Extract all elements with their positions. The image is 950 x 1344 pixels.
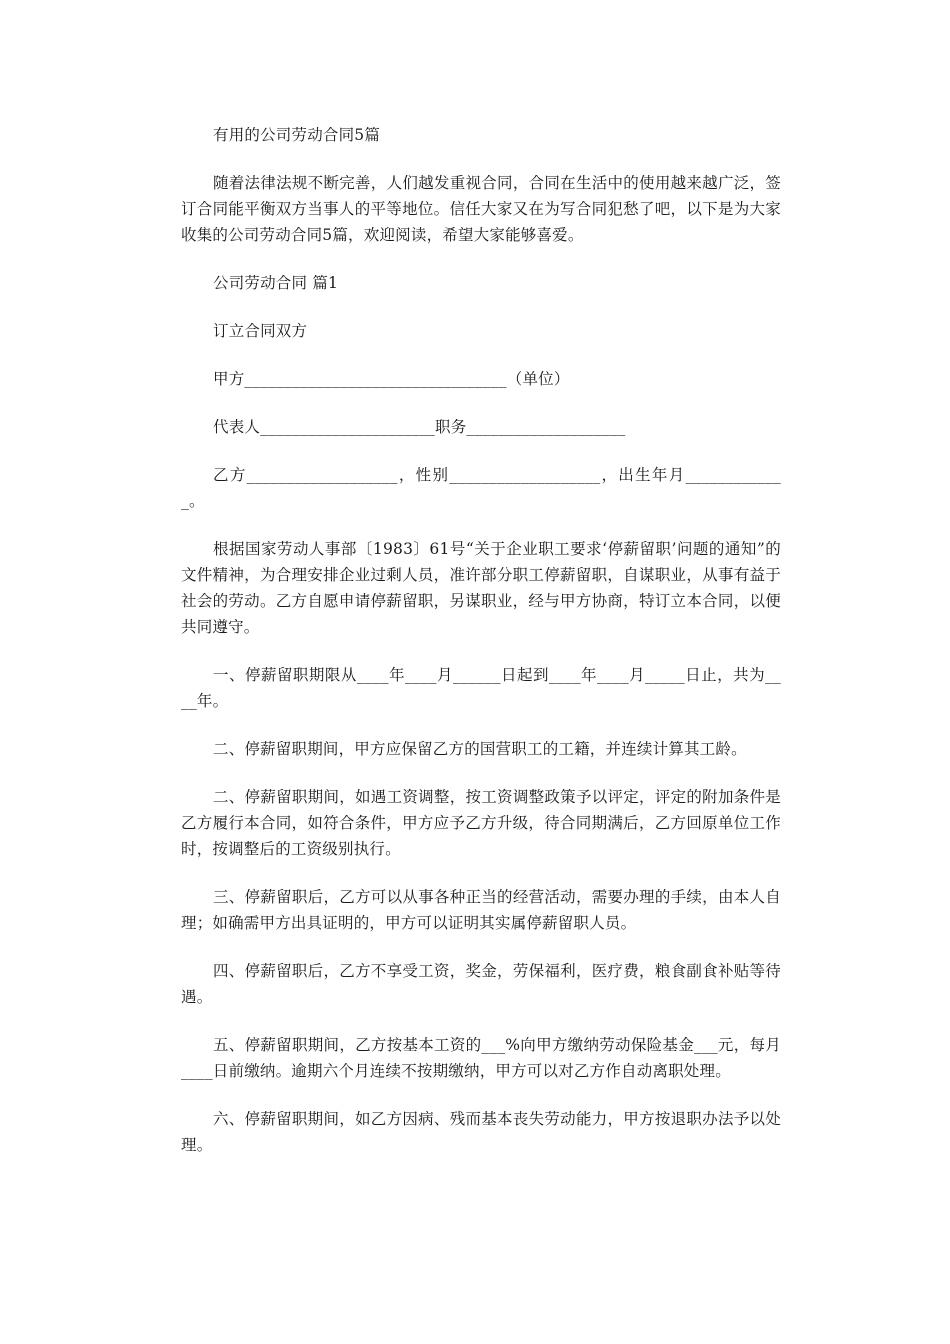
intro-paragraph: 随着法律法规不断完善，人们越发重视合同，合同在生活中的使用越来越广泛，签订合同能平衡双方当事人的平等地位。信任大家又在为写合同犯愁了吧，以下是为大家收集的公司劳动合同5篇，欢迎阅读，希望大家能够喜爱。 [181, 174, 781, 244]
clause-2: 二、停薪留职期间，甲方应保留乙方的国营职工的工籍，并连续计算其工龄。 [213, 740, 747, 758]
section-heading: 公司劳动合同 篇1 [213, 274, 339, 292]
clause-6: 五、停薪留职期间，乙方按基本工资的___%向甲方缴纳劳动保险基金___元，每月____日前缴纳。逾期六个月连续不按期缴纳，甲方可以对乙方作自动离职处理。 [181, 1036, 781, 1080]
clause-5: 四、停薪留职后，乙方不享受工资，奖金，劳保福利，医疗费，粮食副食补贴等待遇。 [181, 962, 781, 1006]
party-b-line: 乙方___________________，性别___________________，出生年月_____________。 [181, 466, 781, 510]
representative-line: 代表人______________________职务____________________ [213, 418, 626, 436]
document-title: 有用的公司劳动合同5篇 [213, 126, 381, 144]
clause-3: 二、停薪留职期间，如遇工资调整，按工资调整政策予以评定，评定的附加条件是乙方履行本合同，如符合条件，甲方应予乙方升级，待合同期满后，乙方回原单位工作时，按调整后的工资级别执行。 [181, 788, 781, 858]
clause-7: 六、停薪留职期间，如乙方因病、残而基本丧失劳动能力，甲方按退职办法予以处理。 [181, 1110, 781, 1154]
document-page [181, 122, 781, 1180]
parties-heading: 订立合同双方 [213, 322, 308, 340]
basis-paragraph: 根据国家劳动人事部〔1983〕61号“关于企业职工要求‘停薪留职’问题的通知”的文件精神，为合理安排企业过剩人员，准许部分职工停薪留职，自谋职业，从事有益于社会的劳动。乙方自愿申请停薪留职，另谋职业，经与甲方协商，特订立本合同，以便共同遵守。 [181, 540, 781, 636]
party-a-line: 甲方_________________________________（单位） [213, 370, 570, 388]
clause-4: 三、停薪留职后，乙方可以从事各种正当的经营活动，需要办理的手续，由本人自理；如确需甲方出具证明的，甲方可以证明其实属停薪留职人员。 [181, 888, 781, 932]
clause-1: 一、停薪留职期限从____年____月______日起到____年____月_____日止，共为____年。 [181, 666, 781, 710]
